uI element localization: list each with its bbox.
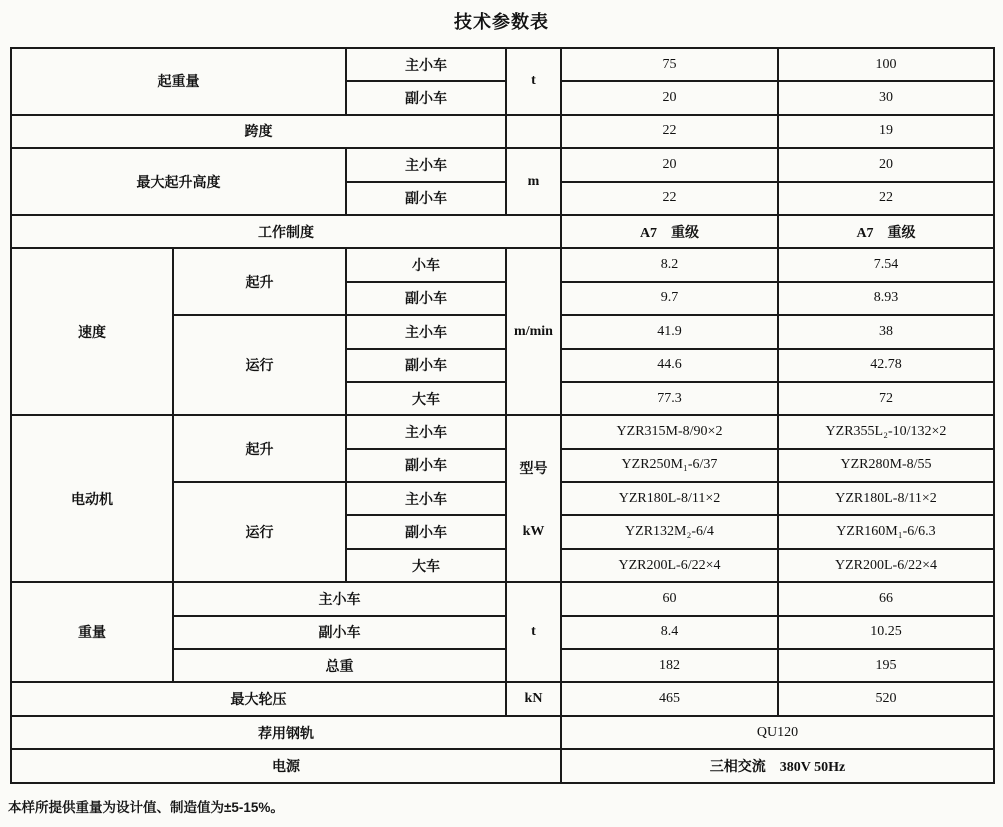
weight-main-value-col1: 60: [561, 582, 778, 615]
motor-hoist-aux-value-col1: YZR250M₁-6/37: [561, 449, 778, 482]
speed-travel-aux-value-col1: 44.6: [561, 349, 778, 382]
wheel-load-value-col1: 465: [561, 682, 778, 715]
speed-hoist-aux-label: 副小车: [346, 282, 506, 315]
table-row: [11, 682, 994, 715]
weight-unit: t: [506, 582, 561, 682]
speed-travel-main-label: 主小车: [346, 315, 506, 348]
speed-travel-main-value-col1: 41.9: [561, 315, 778, 348]
table-row: [11, 248, 994, 281]
speed-unit: m/min: [506, 248, 561, 415]
wheel-load-unit: kN: [506, 682, 561, 715]
motor-travel-main-label: 主小车: [346, 482, 506, 515]
max-lift-height-unit: m: [506, 148, 561, 215]
speed-hoist-trolley-value-col1: 8.2: [561, 248, 778, 281]
page-title: 技术参数表: [454, 12, 549, 32]
max-lift-height-aux-value-col1: 22: [561, 182, 778, 215]
speed-hoist-trolley-label: 小车: [346, 248, 506, 281]
motor-unit-cell: [506, 415, 561, 582]
footnote: 本样所提供重量为设计值、制造值为±5-15%。: [8, 800, 284, 815]
max-lift-height-main-value-col2: 20: [778, 148, 994, 181]
span-unit: [506, 115, 561, 148]
motor-travel-bridge-label: 大车: [346, 549, 506, 582]
motor-travel-bridge-value-col2: YZR200L-6/22×4: [778, 549, 994, 582]
weight-total-value-col1: 182: [561, 649, 778, 682]
speed-hoist-trolley-value-col2: 7.54: [778, 248, 994, 281]
lifting-capacity-aux-trolley-label: 副小车: [346, 81, 506, 114]
max-lift-height-aux-trolley-label: 副小车: [346, 182, 506, 215]
max-lift-height-main-value-col1: 20: [561, 148, 778, 181]
motor-travel-bridge-value-col1: YZR200L-6/22×4: [561, 549, 778, 582]
power-label: 电源: [11, 749, 561, 782]
max-lift-height-label: 最大起升高度: [11, 148, 346, 215]
rail-label: 荐用钢轨: [11, 716, 561, 749]
speed-hoist-label: 起升: [173, 248, 346, 315]
motor-travel-aux-value-col1: YZR132M₂-6/4: [561, 515, 778, 548]
duty-class-value-col2: A7 重级: [778, 215, 994, 248]
weight-main-label: 主小车: [173, 582, 506, 615]
motor-unit-model-label: 型号: [519, 459, 548, 476]
duty-class-value-col1: A7 重级: [561, 215, 778, 248]
rail-value: QU120: [561, 716, 994, 749]
table-row: [11, 582, 994, 615]
weight-aux-label: 副小车: [173, 616, 506, 649]
table-row: [11, 115, 994, 148]
speed-travel-bridge-label: 大车: [346, 382, 506, 415]
motor-unit-kw-label: kW: [522, 523, 545, 539]
wheel-load-label: 最大轮压: [11, 682, 506, 715]
wheel-load-value-col2: 520: [778, 682, 994, 715]
speed-travel-main-value-col2: 38: [778, 315, 994, 348]
lifting-capacity-main-trolley-label: 主小车: [346, 48, 506, 81]
speed-travel-label: 运行: [173, 315, 346, 415]
speed-label: 速度: [11, 248, 173, 415]
speed-hoist-aux-value-col1: 9.7: [561, 282, 778, 315]
motor-travel-main-value-col1: YZR180L-8/11×2: [561, 482, 778, 515]
lifting-capacity-label: 起重量: [11, 48, 346, 115]
duty-class-label: 工作制度: [11, 215, 561, 248]
span-value-col2: 19: [778, 115, 994, 148]
span-label: 跨度: [11, 115, 506, 148]
lifting-capacity-aux-value-col1: 20: [561, 81, 778, 114]
table-row: [11, 48, 994, 81]
lifting-capacity-aux-value-col2: 30: [778, 81, 994, 114]
motor-hoist-main-value-col1: YZR315M-8/90×2: [561, 415, 778, 448]
motor-hoist-aux-label: 副小车: [346, 449, 506, 482]
motor-hoist-main-value-col2: YZR355L₂-10/132×2: [778, 415, 994, 448]
weight-aux-value-col2: 10.25: [778, 616, 994, 649]
max-lift-height-aux-value-col2: 22: [778, 182, 994, 215]
motor-hoist-label: 起升: [173, 415, 346, 482]
table-row: [11, 215, 994, 248]
lifting-capacity-main-value-col1: 75: [561, 48, 778, 81]
max-lift-height-main-trolley-label: 主小车: [346, 148, 506, 181]
span-value-col1: 22: [561, 115, 778, 148]
motor-travel-aux-value-col2: YZR160M₁-6/6.3: [778, 515, 994, 548]
power-value: 三相交流 380V 50Hz: [561, 749, 994, 782]
weight-label: 重量: [11, 582, 173, 682]
motor-travel-main-value-col2: YZR180L-8/11×2: [778, 482, 994, 515]
weight-main-value-col2: 66: [778, 582, 994, 615]
motor-hoist-aux-value-col2: YZR280M-8/55: [778, 449, 994, 482]
speed-travel-bridge-value-col1: 77.3: [561, 382, 778, 415]
speed-travel-aux-value-col2: 42.78: [778, 349, 994, 382]
table-row: [11, 415, 994, 448]
table-row: [11, 716, 994, 749]
table-row: [11, 148, 994, 181]
motor-label: 电动机: [11, 415, 173, 582]
motor-travel-aux-label: 副小车: [346, 515, 506, 548]
weight-total-label: 总重: [173, 649, 506, 682]
lifting-capacity-main-value-col2: 100: [778, 48, 994, 81]
motor-travel-label: 运行: [173, 482, 346, 582]
speed-hoist-aux-value-col2: 8.93: [778, 282, 994, 315]
speed-travel-aux-label: 副小车: [346, 349, 506, 382]
weight-total-value-col2: 195: [778, 649, 994, 682]
speed-travel-bridge-value-col2: 72: [778, 382, 994, 415]
motor-hoist-main-label: 主小车: [346, 415, 506, 448]
weight-aux-value-col1: 8.4: [561, 616, 778, 649]
table-row: [11, 749, 994, 782]
technical-parameters-table: [10, 47, 995, 784]
lifting-capacity-unit: t: [506, 48, 561, 115]
